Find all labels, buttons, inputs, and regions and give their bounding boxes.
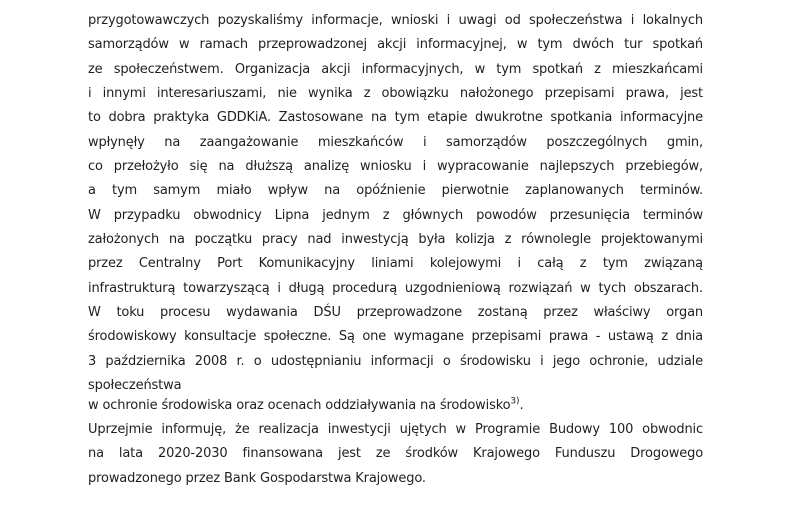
text-line: W przypadku obwodnicy Lipna jednym z głównych powodów przesunięcia terminów (88, 207, 703, 223)
text-line: wpłynęły na zaangażowanie mieszkańców i samorządów poszczególnych gmin, (88, 134, 703, 150)
text-line: co przełożyło się na dłuższą analizę wniosku i wypracowanie najlepszych przebiegów, (88, 159, 703, 175)
text-line-with-footnote (88, 394, 703, 418)
text-line: środowiskowy konsultacje społeczne. Są one wymagane przepisami prawa - ustawą z dnia (88, 329, 703, 345)
text-line: i innymi interesariuszami, nie wynika z obowiązku nałożonego przepisami prawa, jest (88, 86, 703, 102)
text-line: a tym samym miało wpływ na opóźnienie pierwotnie zaplanowanych terminów. (88, 183, 703, 199)
text-line: przygotowawczych pozyskaliśmy informacje, wnioski i uwagi od społeczeństwa i lokalnych (88, 13, 703, 28)
text-line: infrastrukturą towarzyszącą i długą procedurą uzgodnieniową rozwiązań w tych obszarach. (88, 280, 703, 296)
text-line: Uprzejmie informuję, że realizacja inwestycji ujętych w Programie Budowy 100 obwodnic (88, 421, 703, 437)
text-line: na lata 2020-2030 finansowana jest ze środków Krajowego Funduszu Drogowego (88, 446, 703, 462)
document-page (88, 0, 703, 491)
text-line: W toku procesu wydawania DŚU przeprowadzone zostaną przez właściwy organ (88, 305, 703, 321)
text-line: prowadzonego przez Bank Gospodarstwa Krajowego. (88, 470, 426, 486)
text-line: przez Centralny Port Komunikacyjny liniami kolejowymi i całą z tym związaną (88, 256, 703, 272)
footnote-reference: 3) (510, 396, 520, 407)
line-text: w ochronie środowiska oraz ocenach oddziaływania na środowisko (88, 397, 511, 413)
text-line: samorządów w ramach przeprowadzonej akcji informacyjnej, w tym dwóch tur spotkań (88, 37, 703, 53)
text-line: ze społeczeństwem. Organizacja akcji informacyjnych, w tym spotkań z mieszkańcami (88, 61, 703, 77)
text-line: założonych na początku pracy nad inwestycją była kolizja z równolegle projektowanymi (88, 232, 703, 248)
text-line: to dobra praktyka GDDKiA. Zastosowane na tym etapie dwukrotne spotkania informacyjne (88, 110, 703, 126)
text-line: 3 października 2008 r. o udostępnianiu informacji o środowisku i jego ochronie, udziale (88, 353, 703, 369)
text-line: społeczeństwa (88, 378, 182, 394)
line-text-after-footnote: . (519, 397, 524, 413)
